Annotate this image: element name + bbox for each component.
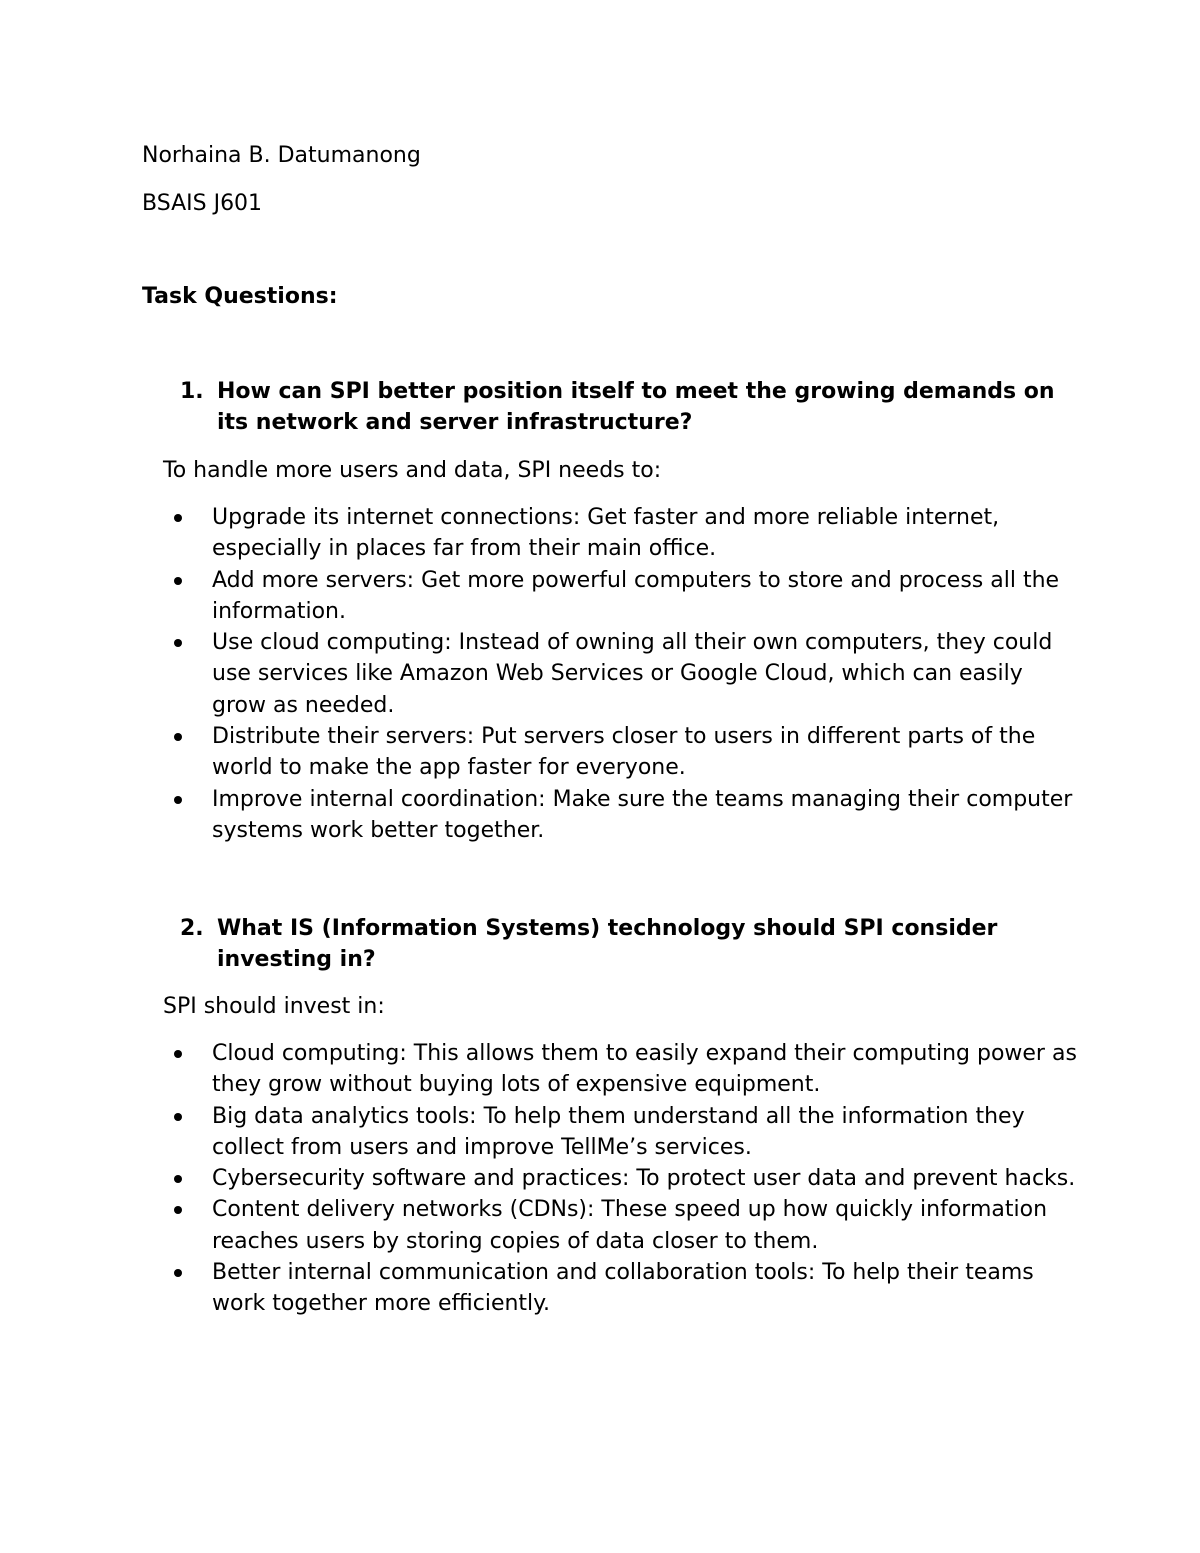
bullet-icon <box>174 639 182 647</box>
question-text: What IS (Information Systems) technology should SPI consider investing in? <box>217 916 998 972</box>
answer-intro: SPI should invest in: <box>163 994 385 1019</box>
list-item <box>212 784 1082 847</box>
class-section: BSAIS J601 <box>142 191 263 216</box>
list-item <box>212 1257 1082 1320</box>
list-item-text: Upgrade its internet connections: Get faster and more reliable internet, especially in places far from their main office. <box>212 505 1000 562</box>
list-item-text: Big data analytics tools: To help them understand all the information they collect from users and improve TellMe’s services. <box>212 1103 1025 1160</box>
bullet-list <box>212 502 1082 846</box>
list-item-text: Add more servers: Get more powerful computers to store and process all the information. <box>212 567 1060 624</box>
list-item <box>212 502 1082 565</box>
bullet-list <box>212 1038 1082 1320</box>
question-number: 1. <box>180 379 204 404</box>
list-item <box>212 565 1082 628</box>
list-item <box>212 1101 1082 1164</box>
list-item-text: Cybersecurity software and practices: To protect user data and prevent hacks. <box>212 1166 1076 1192</box>
bullet-icon <box>174 796 182 804</box>
question-number: 2. <box>180 916 204 941</box>
list-item-text: Improve internal coordination: Make sure the teams managing their computer systems work better together. <box>212 786 1073 843</box>
list-item <box>212 627 1082 721</box>
list-item <box>212 1194 1082 1257</box>
bullet-icon <box>174 1206 182 1214</box>
bullet-icon <box>174 1113 182 1121</box>
list-item-text: Better internal communication and collaboration tools: To help their teams work together more efficiently. <box>212 1260 1034 1317</box>
author-name: Norhaina B. Datumanong <box>142 143 421 168</box>
list-item-text: Distribute their servers: Put servers closer to users in different parts of the world to make the app faster for everyone. <box>212 724 1036 781</box>
bullet-icon <box>174 733 182 741</box>
bullet-icon <box>174 577 182 585</box>
question-text: How can SPI better position itself to meet the growing demands on its network and server infrastructure? <box>217 379 1055 435</box>
question-2 <box>180 913 1080 975</box>
list-item <box>212 721 1082 784</box>
answer-intro: To handle more users and data, SPI needs to: <box>163 458 662 483</box>
list-item-text: Content delivery networks (CDNs): These speed up how quickly information reaches users by storing copies of data closer to them. <box>212 1197 1048 1254</box>
bullet-icon <box>174 1175 182 1183</box>
list-item-text: Use cloud computing: Instead of owning all their own computers, they could use services like Amazon Web Services or Google Cloud, which can easily grow as needed. <box>212 630 1053 718</box>
bullet-icon <box>174 514 182 522</box>
bullet-icon <box>174 1050 182 1058</box>
task-questions-heading: Task Questions: <box>142 284 338 309</box>
list-item <box>212 1163 1082 1194</box>
question-1 <box>180 376 1080 438</box>
list-item <box>212 1038 1082 1101</box>
bullet-icon <box>174 1269 182 1277</box>
list-item-text: Cloud computing: This allows them to easily expand their computing power as they grow without buying lots of expensive equipment. <box>212 1041 1077 1098</box>
